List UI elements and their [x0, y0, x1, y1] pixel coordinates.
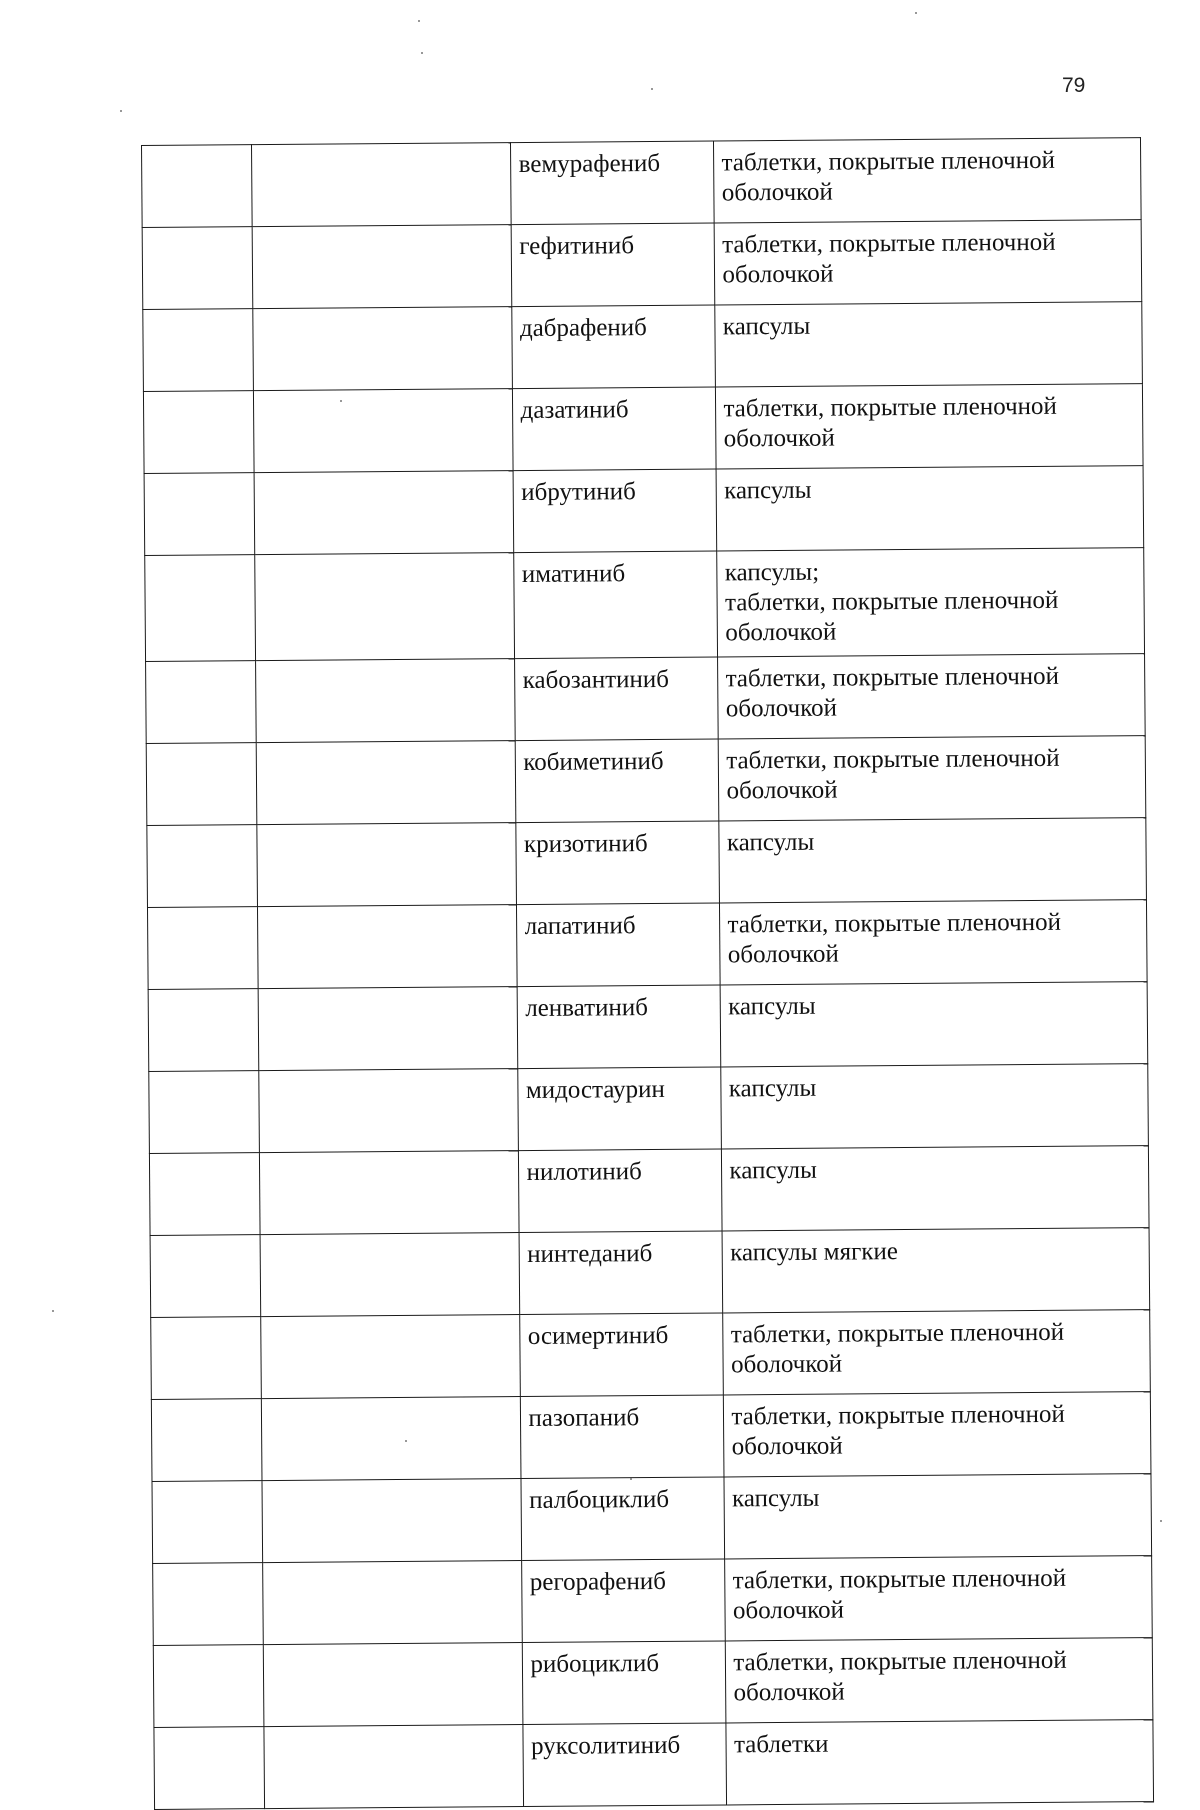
drug-name-cell: регорафениб: [522, 1559, 726, 1643]
table-row: [144, 466, 1144, 556]
table-row: [153, 1556, 1153, 1646]
dosage-form-cell: [724, 1392, 1151, 1477]
table-row: [145, 548, 1145, 662]
dosage-form-line: таблетки, покрытые пленочной: [724, 586, 1059, 617]
scan-speck: [120, 110, 122, 112]
table-row: [148, 982, 1148, 1072]
empty-group-cell: [259, 1069, 519, 1153]
table-row: [154, 1720, 1154, 1810]
drug-name-cell: руксолитиниб: [523, 1723, 727, 1807]
page-number: 79: [1062, 74, 1086, 97]
empty-code-cell: [152, 1481, 263, 1564]
empty-group-cell: [260, 1233, 520, 1317]
drug-name-cell: пазопаниб: [521, 1395, 725, 1479]
scan-speck: [915, 12, 917, 14]
table-row: [152, 1474, 1152, 1564]
drug-name-cell: ибрутиниб: [514, 469, 718, 553]
empty-code-cell: [154, 1727, 265, 1810]
table-row: [147, 818, 1147, 908]
dosage-form-line: таблетки, покрытые пленочной: [727, 908, 1062, 939]
empty-group-cell: [257, 905, 517, 989]
dosage-form-line: капсулы: [729, 1156, 817, 1185]
dosage-form-line: таблетки, покрытые пленочной: [723, 392, 1057, 423]
dosage-form-line: капсулы: [728, 992, 816, 1021]
empty-group-cell: [262, 1561, 522, 1645]
drug-name-cell: рибоциклиб: [523, 1641, 727, 1725]
drug-table-body: [142, 138, 1154, 1810]
dosage-form-line: капсулы: [724, 476, 812, 505]
empty-group-cell: [255, 553, 515, 661]
empty-code-cell: [147, 907, 258, 990]
empty-code-cell: [151, 1399, 262, 1482]
dosage-form-line: таблетки, покрытые пленочной: [722, 228, 1056, 259]
dosage-form-line: таблетки, покрытые пленочной: [725, 662, 1060, 693]
empty-group-cell: [252, 225, 512, 309]
scan-speck: [630, 1478, 632, 1480]
empty-code-cell: [142, 227, 253, 310]
empty-group-cell: [253, 307, 513, 391]
drug-name-cell: вемурафениб: [511, 141, 715, 225]
scan-speck: [651, 88, 653, 90]
dosage-form-line: оболочкой: [725, 694, 838, 723]
dosage-form-line: оболочкой: [725, 618, 837, 647]
empty-code-cell: [143, 391, 254, 474]
dosage-form-line: таблетки: [733, 1730, 829, 1759]
dosage-form-line: оболочкой: [730, 1350, 843, 1379]
table-row: [142, 220, 1142, 310]
empty-group-cell: [251, 143, 511, 227]
dosage-form-cell: [716, 466, 1143, 551]
dosage-form-cell: [724, 1474, 1151, 1559]
dosage-form-cell: [721, 982, 1148, 1067]
drug-name-cell: мидостаурин: [518, 1067, 722, 1151]
empty-code-cell: [142, 145, 253, 228]
dosage-form-line: капсулы мягкие: [730, 1238, 899, 1267]
empty-code-cell: [146, 661, 257, 744]
dosage-form-line: оболочкой: [733, 1678, 845, 1707]
table-row: [147, 900, 1147, 990]
dosage-form-line: таблетки, покрытые пленочной: [730, 1318, 1065, 1349]
dosage-form-cell: [715, 302, 1142, 387]
drug-name-cell: ленватиниб: [518, 985, 722, 1069]
table-row: [151, 1310, 1151, 1400]
dosage-form-cell: [726, 1720, 1153, 1805]
table-row: [150, 1228, 1150, 1318]
dosage-form-line: капсулы: [728, 1074, 817, 1103]
dosage-form-cell: [718, 654, 1145, 739]
drug-name-cell: иматиниб: [514, 551, 718, 659]
empty-group-cell: [257, 823, 517, 907]
dosage-form-line: таблетки, покрытые пленочной: [731, 1400, 1065, 1431]
dosage-form-cell: [722, 1146, 1149, 1231]
dosage-form-line: таблетки, покрытые пленочной: [726, 744, 1060, 775]
dosage-form-cell: [726, 1638, 1153, 1723]
drug-name-cell: лапатиниб: [517, 903, 721, 987]
table-row: [146, 736, 1146, 826]
table-row: [149, 1146, 1149, 1236]
table-row: [149, 1064, 1149, 1154]
empty-group-cell: [264, 1725, 524, 1809]
drug-name-cell: нилотиниб: [519, 1149, 723, 1233]
dosage-form-line: оболочкой: [726, 776, 838, 805]
table-row: [153, 1638, 1153, 1728]
dosage-form-cell: [725, 1556, 1152, 1641]
empty-code-cell: [150, 1235, 261, 1318]
empty-group-cell: [261, 1397, 521, 1481]
empty-group-cell: [254, 471, 514, 555]
scan-speck: [1160, 1520, 1162, 1522]
empty-code-cell: [144, 473, 255, 556]
table-row: [142, 138, 1142, 228]
drug-name-cell: дазатиниб: [513, 387, 717, 471]
empty-group-cell: [256, 741, 516, 825]
drug-name-cell: кобиметиниб: [516, 739, 720, 823]
empty-code-cell: [149, 1071, 260, 1154]
empty-code-cell: [153, 1645, 264, 1728]
dosage-form-line: капсулы;: [724, 558, 820, 587]
empty-code-cell: [148, 989, 259, 1072]
dosage-form-cell: [719, 818, 1146, 903]
dosage-form-line: оболочкой: [721, 178, 833, 207]
table-row: [143, 302, 1143, 392]
scan-speck: [52, 1310, 54, 1312]
dosage-form-line: таблетки, покрытые пленочной: [733, 1646, 1067, 1677]
dosage-form-line: оболочкой: [731, 1432, 843, 1461]
drug-name-cell: гефитиниб: [512, 223, 716, 307]
empty-group-cell: [261, 1315, 521, 1399]
dosage-form-cell: [722, 1228, 1149, 1313]
scan-speck: [421, 52, 423, 54]
dosage-form-cell: [714, 138, 1141, 223]
drug-name-cell: кризотиниб: [516, 821, 720, 905]
scan-speck: [340, 400, 342, 402]
dosage-form-line: оболочкой: [727, 940, 839, 969]
empty-code-cell: [149, 1153, 260, 1236]
drug-name-cell: палбоциклиб: [521, 1477, 725, 1561]
empty-group-cell: [259, 1151, 519, 1235]
table-row: [146, 654, 1146, 744]
dosage-form-line: оболочкой: [723, 424, 835, 453]
empty-group-cell: [253, 389, 513, 473]
empty-group-cell: [255, 659, 515, 743]
drug-name-cell: осимертиниб: [520, 1313, 724, 1397]
dosage-form-cell: [717, 548, 1144, 657]
empty-code-cell: [147, 825, 258, 908]
dosage-form-line: оболочкой: [732, 1596, 845, 1625]
dosage-form-cell: [721, 1064, 1148, 1149]
empty-code-cell: [151, 1317, 262, 1400]
dosage-form-line: капсулы: [722, 312, 811, 341]
empty-code-cell: [143, 309, 254, 392]
dosage-form-cell: [715, 220, 1142, 305]
drug-name-cell: дабрафениб: [512, 305, 716, 389]
dosage-form-line: таблетки, покрытые пленочной: [721, 146, 1056, 177]
empty-group-cell: [258, 987, 518, 1071]
empty-code-cell: [146, 743, 257, 826]
dosage-form-line: капсулы: [731, 1484, 820, 1513]
dosage-form-line: оболочкой: [722, 260, 834, 289]
empty-code-cell: [153, 1563, 264, 1646]
drug-name-cell: нинтеданиб: [520, 1231, 724, 1315]
scan-speck: [418, 20, 420, 22]
dosage-form-cell: [716, 384, 1143, 469]
dosage-form-line: таблетки, покрытые пленочной: [732, 1564, 1067, 1595]
dosage-form-line: капсулы: [726, 828, 815, 857]
dosage-form-cell: [723, 1310, 1150, 1395]
empty-group-cell: [263, 1643, 523, 1727]
drug-table: [141, 137, 1154, 1810]
drug-name-cell: кабозантиниб: [515, 657, 719, 741]
empty-group-cell: [262, 1479, 522, 1563]
table-row: [151, 1392, 1151, 1482]
scan-speck: [405, 1440, 407, 1442]
dosage-form-cell: [719, 736, 1146, 821]
empty-code-cell: [145, 555, 256, 662]
table-row: [143, 384, 1143, 474]
dosage-form-cell: [720, 900, 1147, 985]
